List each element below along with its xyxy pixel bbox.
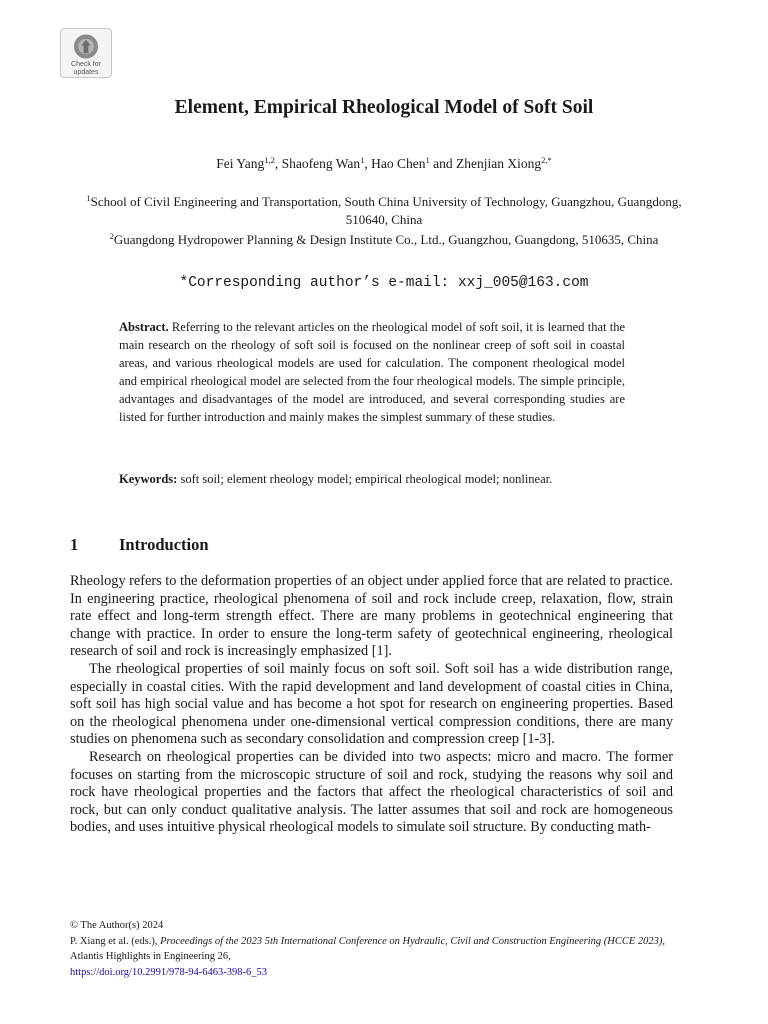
author-name: Zhenjian Xiong <box>456 156 542 171</box>
abstract-text: Referring to the relevant articles on the rheological model of soft soil, it is learned that the main research on the rheology of soft soil is focused on the nonlinear creep of soft soil in coastal areas, and various rheological models are used for calculation. The component rheological model and empirical rheological model are selected from the four rheological models. The simple principle, advantages and disadvantages of the model are introduced, and several corresponding studies are listed for further introduction and mainly makes the simplest summary of these studies. <box>119 320 625 424</box>
section-title: Introduction <box>119 535 209 554</box>
author-name: Fei Yang <box>216 156 265 171</box>
affiliation-2: $^2$Guangdong Hydropower Planning & Design Institute Co., Ltd., Guangzhou, Guangdong, 510635, China <box>109 231 659 247</box>
check-for-updates-badge[interactable] <box>60 28 112 78</box>
abstract-label: Abstract. <box>119 320 169 334</box>
paragraph: Rheology refers to the deformation properties of an object under applied force that are related to practice. In engineering practice, rheological phenomena of soil and rock include creep, relaxation, flow, strain rate effect and long-term strength effect. There are many problems in geotechnical engineering that change with practice. In order to ensure the long-term safety of geotechnical engineering, rheological research of soil and rock is increasingly emphasized [1]. <box>70 573 673 660</box>
paragraph: The rheological properties of soil mainly focus on soft soil. Soft soil has a wide distribution range, especially in coastal cities. With the rapid development and land development of coastal cities in China, soft soil has high social value and has become a hot spot for research on engineering properties. Based on the rheological phenomena under one-dimensional vertical compression conditions, there are many studies on phenomena such as secondary consolidation and compression creep [1-3]. <box>70 660 673 748</box>
affiliations <box>80 190 688 249</box>
keywords-label: Keywords: <box>119 472 178 486</box>
check-for-updates-icon <box>72 33 100 60</box>
affiliation-1: $^1$School of Civil Engineering and Transportation, South China University of Technology, Guangzhou, Guangdong, 510640, China <box>86 193 682 227</box>
copyright: © The Author(s) 2024 <box>70 920 164 931</box>
keywords <box>119 470 625 488</box>
paragraph: Research on rheological properties can be divided into two aspects: micro and macro. The former focuses on starting from the microscopic structure of soil and rock, studying the reasons why soil and rock have rheological properties and the factors that affect the rheological characteristics of soil and rock, but can only conduct qualitative analysis. The latter assumes that soil and rock are homogeneous bodies, and uses intuitive physical rheological models to simulate soil structure. By conducting math- <box>70 748 673 836</box>
badge-label: Check for updates <box>71 61 101 76</box>
keywords-text: soft soil; element rheology model; empirical rheological model; nonlinear. <box>180 472 553 486</box>
doi-link[interactable]: https://doi.org/10.2991/978-94-6463-398-6_53 <box>70 966 267 978</box>
abstract <box>119 318 625 426</box>
author-name: Shaofeng Wan <box>281 156 361 171</box>
paper-title: Element, Empirical Rheological Model of Soft Soil <box>174 97 594 118</box>
author-name: Hao Chen <box>371 156 426 171</box>
corresponding-email: *Corresponding author’s e-mail: xxj_005@163.com <box>179 275 589 291</box>
footer <box>70 918 700 980</box>
citation: P. Xiang et al. (eds.), Proceedings of the 2023 5th International Conference on Hydraulic, Civil and Construction Engineering (HCCE 2023), Atlantis Highlights in Engineering 26, <box>70 935 666 962</box>
body-text <box>70 573 673 837</box>
author-list: Fei Yang$^{1,2}$, Shaofeng Wan$^1$, Hao Chen$^1$ and Zhenjian Xiong$^{2,*}$ <box>216 155 552 171</box>
section-number: 1 <box>70 535 79 554</box>
